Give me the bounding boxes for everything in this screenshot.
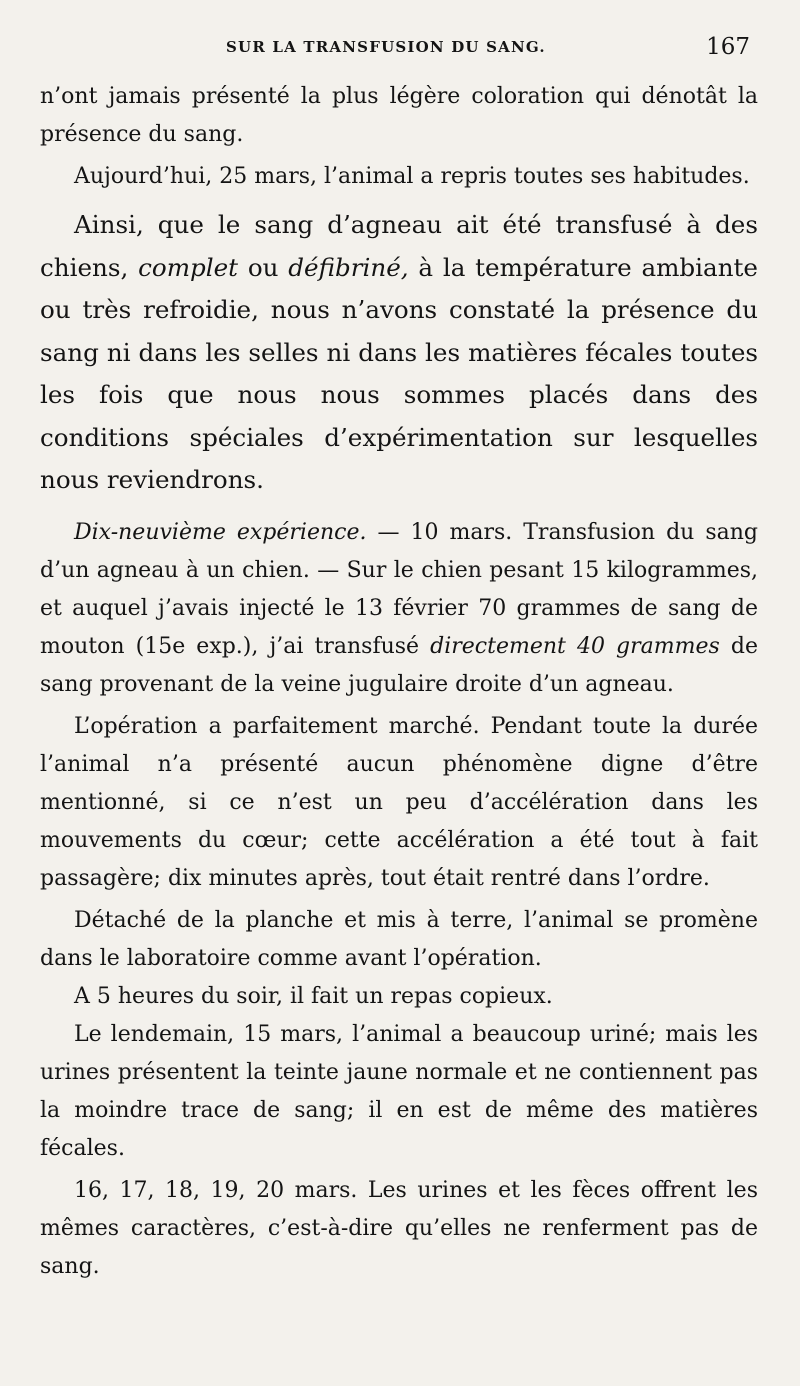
text-run: Ainsi, que le sang d’agneau ait été transfusé à des chiens, xyxy=(40,210,758,282)
paragraph xyxy=(40,1172,758,1286)
paragraph xyxy=(40,1016,758,1168)
paragraph xyxy=(40,158,758,196)
text-run: n’ont jamais présenté la plus légère coloration qui dénotât la présence du sang. xyxy=(40,84,758,147)
paragraph xyxy=(40,978,758,1016)
text-run: à la température ambiante ou très refroidie, nous n’avons constaté la présence du sang ni dans les selles ni dans les matières fécales toutes les fois que nous nous sommes placés dans des conditions spéciales d’expérimentation sur lesquelles nous reviendrons. xyxy=(40,252,758,494)
italic-run: directement 40 grammes xyxy=(430,633,720,659)
text-run: 16, 17, 18, 19, 20 mars. Les urines et les fèces offrent les mêmes caractères, c’est-à-dire qu’elles ne renferment pas de sang. xyxy=(40,1177,758,1279)
paragraph-summary xyxy=(40,204,758,502)
page-number: 167 xyxy=(706,34,750,60)
text-run: Détaché de la planche et mis à terre, l’animal se promène dans le laboratoire comme avant l’opération. xyxy=(40,907,758,971)
text-run: ou xyxy=(238,252,289,282)
paragraph xyxy=(40,708,758,898)
text-run: — 10 mars. Transfusion du sang d’un agneau à un chien. — Sur le chien pesant 15 kilogrammes, et auquel j’avais injecté le 13 février 70 grammes de sang de mouton (15e exp.), j’ai transfusé xyxy=(40,519,758,659)
page-header xyxy=(0,34,800,74)
paragraph xyxy=(40,902,758,978)
text-run: Le lendemain, 15 mars, l’animal a beaucoup uriné; mais les urines présentent la teinte jaune normale et ne contiennent pas la moindre trace de sang; il en est de même des matières fécales. xyxy=(40,1021,758,1161)
body-text xyxy=(40,78,758,1286)
text-run: de sang provenant de la veine jugulaire droite d’un agneau. xyxy=(40,633,758,697)
text-run: A 5 heures du soir, il fait un repas copieux. xyxy=(74,983,553,1009)
text-run: Aujourd’hui, 25 mars, l’animal a repris toutes ses habitudes. xyxy=(74,164,750,189)
italic-run: complet xyxy=(138,252,239,282)
italic-run: défibriné, xyxy=(288,252,409,282)
text-run: L’opération a parfaitement marché. Pendant toute la durée l’animal n’a présenté aucun phénomène digne d’être mentionné, si ce n’est un peu d’accélération dans les mouvements du cœur; cette accélération a été tout à fait passagère; dix minutes après, tout était rentré dans l’ordre. xyxy=(40,713,758,891)
paragraph-continuation xyxy=(40,78,758,154)
experiment-heading: Dix-neuvième expérience. xyxy=(74,519,367,545)
running-title: SUR LA TRANSFUSION DU SANG. xyxy=(226,38,546,56)
paragraph-experiment xyxy=(40,514,758,704)
